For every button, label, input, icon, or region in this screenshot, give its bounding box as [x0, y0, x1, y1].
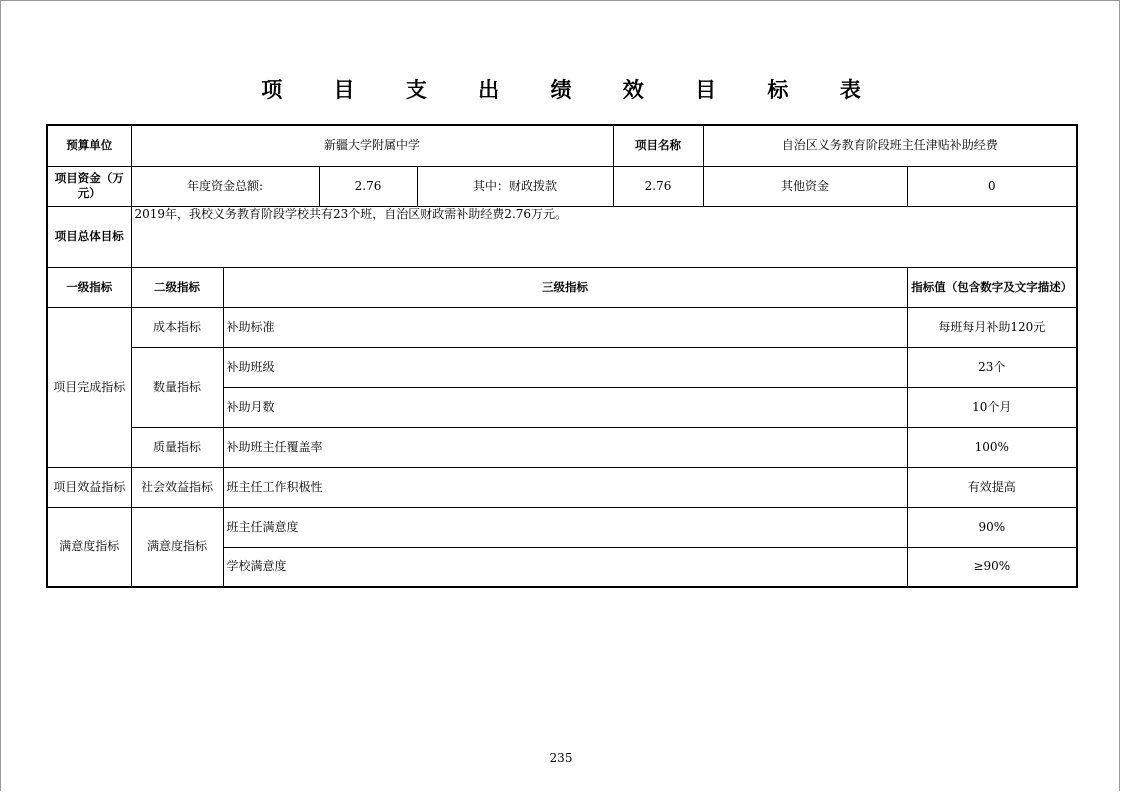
- header-level2: 二级指标: [131, 267, 223, 307]
- indicator-value: ≥90%: [907, 547, 1077, 587]
- group-satisfaction: 满意度指标: [47, 507, 131, 587]
- row-fund: [47, 166, 1077, 206]
- annual-total-value: 2.76: [319, 166, 417, 206]
- fund-label: 项目资金（万元）: [47, 166, 131, 206]
- table-row: [47, 507, 1077, 547]
- unit-label: 预算单位: [47, 125, 131, 166]
- table-row: [47, 307, 1077, 347]
- table-row: [47, 467, 1077, 507]
- page-title: 项 目 支 出 绩 效 目 标 表: [261, 78, 883, 102]
- indicator-value: 有效提高: [907, 467, 1077, 507]
- sub-satisfaction: 满意度指标: [131, 507, 223, 587]
- goal-text: 2019年，我校义务教育阶段学校共有23个班，自治区财政需补助经费2.76万元。: [131, 206, 1077, 267]
- page-number: 235: [549, 751, 573, 765]
- row-headers: [47, 267, 1077, 307]
- unit-value: 新疆大学附属中学: [131, 125, 613, 166]
- goal-label: 项目总体目标: [47, 206, 131, 267]
- project-name-value: 自治区义务教育阶段班主任津贴补助经费: [703, 125, 1077, 166]
- project-name-label: 项目名称: [613, 125, 703, 166]
- fiscal-value: 2.76: [613, 166, 703, 206]
- annual-total-label: 年度资金总额:: [131, 166, 319, 206]
- indicator-name: 班主任满意度: [223, 507, 907, 547]
- row-unit: [47, 125, 1077, 166]
- other-fund-value: 0: [907, 166, 1077, 206]
- header-value: 指标值（包含数字及文字描述）: [907, 267, 1077, 307]
- table-row: [47, 427, 1077, 467]
- group-completion: 项目完成指标: [47, 307, 131, 467]
- header-level1: 一级指标: [47, 267, 131, 307]
- indicator-value: 23个: [907, 347, 1077, 387]
- indicator-name: 补助标准: [223, 307, 907, 347]
- other-fund-label: 其他资金: [703, 166, 907, 206]
- indicator-value: 10个月: [907, 387, 1077, 427]
- performance-table: [46, 124, 1078, 588]
- sub-quality: 质量指标: [131, 427, 223, 467]
- sub-quantity: 数量指标: [131, 347, 223, 427]
- sub-social: 社会效益指标: [131, 467, 223, 507]
- indicator-name: 补助班主任覆盖率: [223, 427, 907, 467]
- indicator-name: 补助班级: [223, 347, 907, 387]
- group-benefit: 项目效益指标: [47, 467, 131, 507]
- header-level3: 三级指标: [223, 267, 907, 307]
- sub-cost: 成本指标: [131, 307, 223, 347]
- indicator-name: 班主任工作积极性: [223, 467, 907, 507]
- indicator-value: 每班每月补助120元: [907, 307, 1077, 347]
- indicator-value: 90%: [907, 507, 1077, 547]
- indicator-name: 补助月数: [223, 387, 907, 427]
- indicator-name: 学校满意度: [223, 547, 907, 587]
- table-row: [47, 347, 1077, 387]
- row-goal: [47, 206, 1077, 267]
- fiscal-label: 其中：财政拨款: [417, 166, 613, 206]
- indicator-value: 100%: [907, 427, 1077, 467]
